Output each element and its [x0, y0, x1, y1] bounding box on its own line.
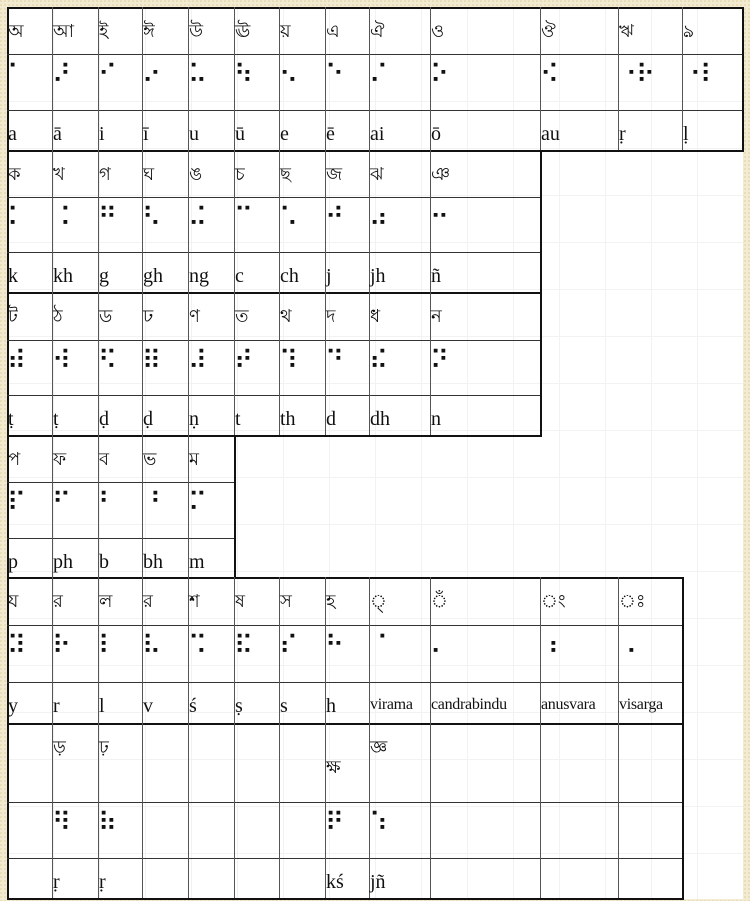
bengali-letter-cell [618, 723, 682, 803]
braille-cell: ⠹ [279, 340, 326, 396]
braille-cell: ⠁ [7, 54, 53, 111]
transliteration-cell: ṛ [98, 858, 143, 898]
braille-cell: ⠐⠗ [618, 54, 683, 111]
bengali-letter-cell: ট [7, 292, 53, 341]
braille-cell: ⠬ [188, 197, 235, 253]
braille-cell: ⠟ [325, 802, 370, 859]
transliteration-cell: ch [279, 252, 326, 292]
transliteration-cell: visarga [619, 696, 663, 713]
transliteration-cell: ē [325, 110, 370, 150]
bengali-letter-cell: আ [52, 7, 99, 55]
bengali-letter-cell: ঙ [188, 150, 235, 198]
transliteration-cell: anusvara [540, 682, 619, 723]
transliteration-cell: ṭ [52, 395, 99, 435]
braille-cell: ⠌ [369, 54, 431, 111]
bengali-letter-cell [279, 723, 326, 803]
bengali-letter-cell: স [279, 577, 326, 626]
chart-block-labials [7, 435, 236, 579]
chart-block-vowels [7, 7, 744, 152]
bengali-letter-cell: ঌ [682, 7, 742, 55]
transliteration-cell [234, 858, 280, 898]
bengali-letter-cell: ঘ [142, 150, 189, 198]
bengali-letter-cell: ঢ [142, 292, 189, 341]
transliteration-cell: s [279, 682, 326, 723]
transliteration-cell: t [234, 395, 280, 435]
bengali-letter-cell: ড় [52, 723, 99, 803]
bengali-letter-cell: এ [325, 7, 370, 55]
transliteration-cell: ḍ [142, 395, 189, 435]
braille-cell: ⠓ [325, 625, 370, 683]
braille-cell: ⠧ [142, 625, 189, 683]
bengali-letter-cell: ঠ [52, 292, 99, 341]
bengali-letter-cell: র [142, 577, 189, 626]
braille-cell: ⠏ [7, 482, 53, 539]
chart-block-additional [7, 723, 684, 900]
transliteration-cell [7, 858, 53, 898]
transliteration-cell: ḍ [98, 395, 143, 435]
transliteration-cell: c [234, 252, 280, 292]
braille-cell [618, 802, 682, 859]
braille-cell: ⠰ [540, 625, 619, 683]
braille-cell [540, 802, 619, 859]
bengali-letter-cell: ছ [279, 150, 326, 198]
transliteration-cell: a [7, 110, 53, 150]
bengali-letter-cell: ল [98, 577, 143, 626]
transliteration-cell: ng [188, 252, 235, 292]
braille-cell: ⠃ [98, 482, 143, 539]
braille-cell: ⠻ [52, 802, 99, 859]
bengali-letter-cell: ড [98, 292, 143, 341]
bengali-letter-cell: ◌্ [369, 577, 431, 626]
bengali-letter-cell: ঢ় [98, 723, 143, 803]
bengali-letter-cell [234, 723, 280, 803]
bengali-letter-cell: ক [7, 150, 53, 198]
bengali-letter-cell: গ [98, 150, 143, 198]
braille-cell [430, 802, 541, 859]
transliteration-cell: u [188, 110, 235, 150]
bengali-letter-cell: ধ [369, 292, 431, 341]
bengali-letter-cell: প [7, 435, 53, 483]
braille-chart [7, 7, 743, 899]
transliteration-cell: ai [369, 110, 431, 150]
bengali-letter-cell: চ [234, 150, 280, 198]
bengali-letter-cell: ঔ [540, 7, 619, 55]
bengali-letter-cell: র [52, 577, 99, 626]
transliteration-cell: g [98, 252, 143, 292]
braille-cell [234, 802, 280, 859]
bengali-letter-cell: ঝ [369, 150, 431, 198]
transliteration-cell: r [52, 682, 99, 723]
transliteration-cell: ṛ [618, 110, 683, 150]
braille-cell: ⠛ [98, 197, 143, 253]
bengali-letter-cell: জ [325, 150, 370, 198]
braille-cell: ⠱ [369, 802, 431, 859]
braille-cell: ⠈ [369, 625, 431, 683]
bengali-letter-cell: হ [325, 577, 370, 626]
transliteration-cell: b [98, 538, 143, 577]
braille-cell: ⠋ [52, 482, 99, 539]
bengali-letter-cell: থ [279, 292, 326, 341]
transliteration-cell: ṇ [188, 395, 235, 435]
chart-block-velars-palatals [7, 150, 542, 294]
braille-cell: ⠍ [188, 482, 234, 539]
transliteration-cell [142, 858, 189, 898]
braille-cell: ⠼ [188, 340, 235, 396]
bengali-letter-cell: ই [98, 7, 143, 55]
bengali-letter-cell: ঞ [430, 150, 540, 198]
braille-cell: ⠘ [142, 482, 189, 539]
braille-cell: ⠅ [7, 197, 53, 253]
transliteration-cell: gh [142, 252, 189, 292]
braille-cell: ⠒ [430, 197, 540, 253]
bengali-letter-cell: জ্ঞ [369, 723, 431, 803]
braille-cell: ⠗ [52, 625, 99, 683]
transliteration-cell: l [98, 682, 143, 723]
transliteration-cell: dh [369, 395, 431, 435]
transliteration-cell: ñ [431, 265, 441, 287]
transliteration-cell: kś [325, 858, 370, 898]
braille-cell: ⠩ [188, 625, 235, 683]
braille-cell: ⠜ [52, 54, 99, 111]
transliteration-cell: v [142, 682, 189, 723]
transliteration-cell: au [540, 110, 619, 150]
transliteration-cell [279, 858, 326, 898]
braille-cell: ⠠ [618, 625, 682, 683]
transliteration-cell: y [7, 682, 53, 723]
bengali-letter-cell: দ [325, 292, 370, 341]
transliteration-cell [430, 858, 541, 898]
braille-cell: ⠽ [7, 625, 53, 683]
transliteration-cell: ṛ [52, 858, 99, 898]
braille-cell: ⠿ [142, 340, 189, 396]
braille-cell: ⠑ [325, 54, 370, 111]
transliteration-cell: virama [369, 682, 431, 723]
bengali-letter-cell: ◌ঁ [430, 577, 541, 626]
braille-cell: ⠫ [98, 340, 143, 396]
braille-cell: ⠝ [430, 340, 540, 396]
bengali-letter-cell: ত [234, 292, 280, 341]
transliteration-cell: ṭ [7, 395, 53, 435]
braille-cell: ⠚ [325, 197, 370, 253]
transliteration-cell: candrabindu [430, 682, 541, 723]
bengali-letter-cell: ফ [52, 435, 99, 483]
braille-cell: ⠨ [52, 197, 99, 253]
bengali-letter-cell: ঈ [142, 7, 189, 55]
bengali-letter-cell: ন [430, 292, 540, 341]
transliteration-cell [188, 858, 235, 898]
bengali-letter-cell: য [7, 577, 53, 626]
braille-cell: ⠴ [369, 197, 431, 253]
braille-cell: ⠞ [234, 340, 280, 396]
transliteration-cell: jh [369, 252, 431, 292]
braille-cell: ⠉ [234, 197, 280, 253]
transliteration-cell: ḷ [683, 123, 689, 145]
braille-cell: ⠊ [98, 54, 143, 111]
bengali-letter-cell: উ [188, 7, 235, 55]
transliteration-cell: j [325, 252, 370, 292]
transliteration-cell: ā [52, 110, 99, 150]
bengali-letter-cell: ব [98, 435, 143, 483]
transliteration-cell: ō [430, 110, 541, 150]
bengali-letter-cell: অ [7, 7, 53, 55]
transliteration-cell [540, 858, 619, 898]
transliteration-cell: k [7, 252, 53, 292]
transliteration-cell: jñ [369, 858, 431, 898]
braille-cell: ⠇ [98, 625, 143, 683]
transliteration-cell: ś [188, 682, 235, 723]
chart-block-semivowels-sibilants-signs [7, 577, 684, 725]
bengali-letter-cell: ◌ঃ [618, 577, 682, 626]
braille-cell: ⠺ [52, 340, 99, 396]
bengali-letter-cell: ণ [188, 292, 235, 341]
transliteration-cell: i [98, 110, 143, 150]
braille-cell: ⠯ [234, 625, 280, 683]
braille-cell: ⠥ [188, 54, 235, 111]
transliteration-cell [618, 858, 682, 898]
transliteration-cell: ṣ [234, 682, 280, 723]
braille-cell: ⠄ [430, 625, 541, 683]
bengali-letter-cell: ভ [142, 435, 189, 483]
bengali-letter-cell: ঋ [618, 7, 683, 55]
braille-cell: ⠐⠇ [682, 54, 742, 111]
bengali-letter-cell: য় [279, 7, 326, 55]
braille-cell: ⠙ [325, 340, 370, 396]
transliteration-cell: e [279, 110, 326, 150]
transliteration-cell: th [279, 395, 326, 435]
braille-cell [142, 802, 189, 859]
bengali-letter-cell: ক্ষ [325, 723, 370, 803]
braille-cell [7, 802, 53, 859]
bengali-letter-cell [7, 723, 53, 803]
chart-block-retroflexes-dentals [7, 292, 542, 437]
braille-cell: ⠾ [7, 340, 53, 396]
braille-cell: ⠮ [369, 340, 431, 396]
transliteration-cell: ph [52, 538, 99, 577]
bengali-letter-cell: খ [52, 150, 99, 198]
braille-cell: ⠣ [142, 197, 189, 253]
braille-cell: ⠎ [279, 625, 326, 683]
transliteration-cell: d [325, 395, 370, 435]
transliteration-cell: h [325, 682, 370, 723]
braille-cell [279, 802, 326, 859]
bengali-letter-cell: ঊ [234, 7, 280, 55]
bengali-letter-cell [430, 723, 541, 803]
bengali-letter-cell: ঐ [369, 7, 431, 55]
transliteration-cell: p [7, 538, 53, 577]
transliteration-cell: m [189, 551, 205, 573]
transliteration-cell: bh [142, 538, 189, 577]
transliteration-cell: ī [142, 110, 189, 150]
bengali-letter-cell: ও [430, 7, 541, 55]
braille-cell: ⠢ [279, 54, 326, 111]
transliteration-cell: n [431, 408, 441, 430]
braille-cell: ⠳ [234, 54, 280, 111]
braille-cell [188, 802, 235, 859]
bengali-letter-cell: শ [188, 577, 235, 626]
braille-cell: ⠔ [142, 54, 189, 111]
braille-cell: ⠕ [430, 54, 541, 111]
bengali-letter-cell [540, 723, 619, 803]
transliteration-cell: kh [52, 252, 99, 292]
bengali-letter-cell [142, 723, 189, 803]
bengali-letter-cell: ষ [234, 577, 280, 626]
braille-cell: ⠪ [540, 54, 619, 111]
braille-cell: ⠷ [98, 802, 143, 859]
braille-cell: ⠡ [279, 197, 326, 253]
transliteration-cell: ū [234, 110, 280, 150]
bengali-letter-cell: ◌ং [540, 577, 619, 626]
bengali-letter-cell: ম [188, 435, 234, 483]
bengali-letter-cell [188, 723, 235, 803]
